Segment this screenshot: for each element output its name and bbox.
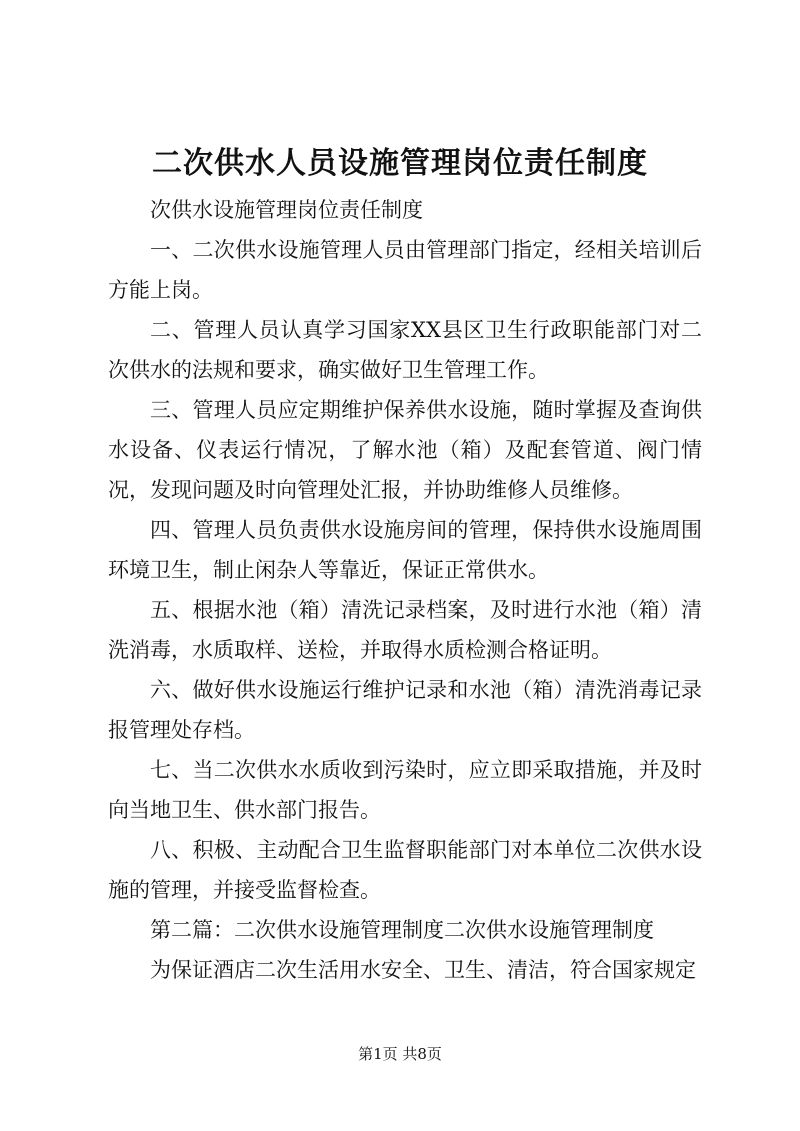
paragraph-8: 七、当二次供水水质收到污染时，应立即采取措施，并及时向当地卫生、供水部门报告。 [108, 758, 702, 822]
paragraph-7: 六、做好供水设施运行维护记录和水池（箱）清洗消毒记录报管理处存档。 [108, 678, 702, 742]
page-footer: 第1页 共8页 [358, 1045, 442, 1063]
document-title: 二次供水人员设施管理岗位责任制度 [152, 146, 648, 181]
paragraph-9: 八、积极、主动配合卫生监督职能部门对本单位二次供水设施的管理，并接受监督检查。 [108, 838, 702, 902]
paragraph-5: 四、管理人员负责供水设施房间的管理，保持供水设施周围环境卫生，制止闲杂人等靠近，保证正常供水。 [108, 518, 702, 582]
paragraph-2: 一、二次供水设施管理人员由管理部门指定，经相关培训后方能上岗。 [108, 238, 702, 302]
paragraph-10: 第二篇：二次供水设施管理制度二次供水设施管理制度 [150, 918, 654, 942]
paragraph-4: 三、管理人员应定期维护保养供水设施，随时掌握及查询供水设备、仪表运行情况，了解水池（箱）及配套管道、阀门情况，发现问题及时向管理处汇报，并协助维修人员维修。 [108, 398, 702, 502]
paragraph-11: 为保证酒店二次生活用水安全、卫生、清洁，符合国家规定 [150, 958, 696, 982]
paragraph-1: 次供水设施管理岗位责任制度 [150, 198, 423, 222]
paragraph-6: 五、根据水池（箱）清洗记录档案，及时进行水池（箱）清洗消毒，水质取样、送检，并取得水质检测合格证明。 [108, 598, 702, 662]
document-body [108, 190, 702, 990]
paragraph-3: 二、管理人员认真学习国家XX县区卫生行政职能部门对二次供水的法规和要求，确实做好卫生管理工作。 [108, 318, 702, 382]
